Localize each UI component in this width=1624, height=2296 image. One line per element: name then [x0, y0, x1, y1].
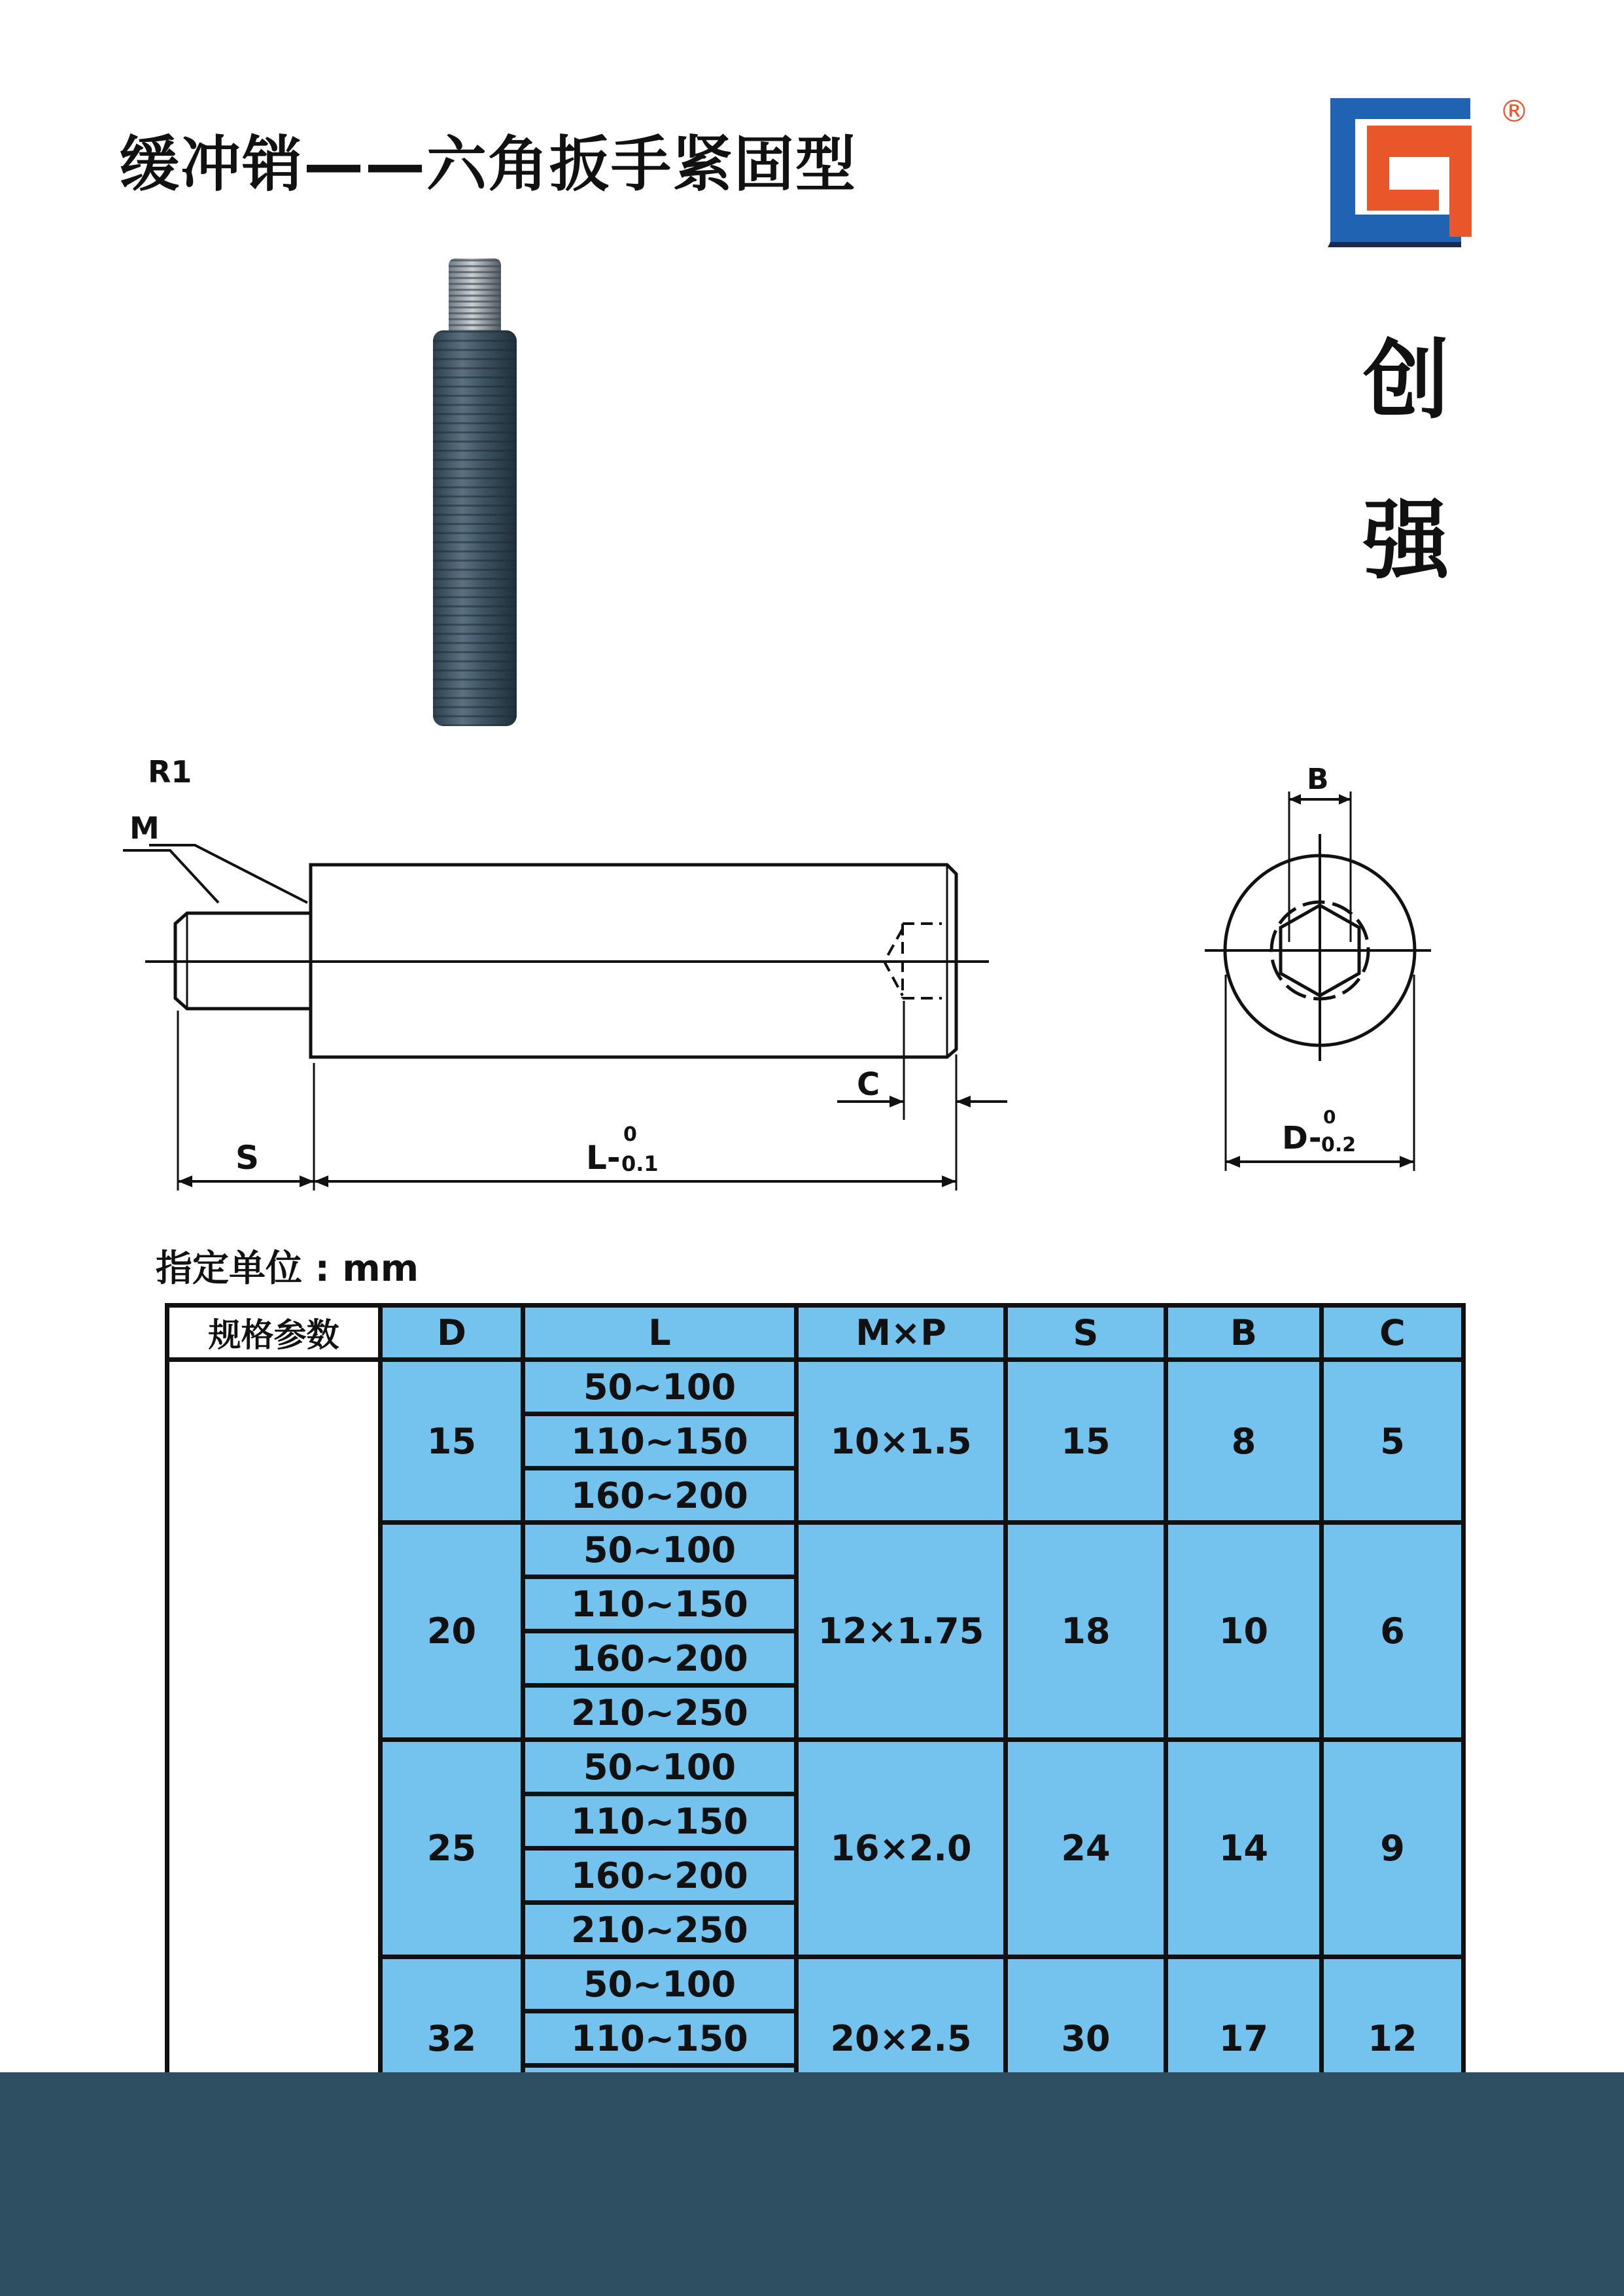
label-d: D- — [1282, 1120, 1322, 1157]
label-s: S — [235, 1139, 260, 1177]
cell-c: 6 — [1322, 1523, 1464, 1740]
brand-char-2: 强 — [1363, 491, 1449, 591]
brand-logo — [1321, 92, 1529, 249]
cell-d: 32 — [381, 1957, 523, 2120]
cell-s: 18 — [1006, 1523, 1166, 1740]
header-corner: 规格参数 — [167, 1306, 381, 1360]
brand-char-1: 创 — [1363, 330, 1449, 431]
technical-drawing — [0, 739, 1624, 1197]
cell-l: 110~150 — [523, 2011, 797, 2066]
label-d-tol-upper: 0 — [1323, 1106, 1336, 1128]
cell-l: 160~200 — [523, 1631, 797, 1686]
cell-l: 110~150 — [523, 1794, 797, 1849]
header-mxp: M×P — [797, 1306, 1006, 1360]
label-d-tol-lower: 0.2 — [1321, 1134, 1356, 1157]
cell-b: 14 — [1166, 1740, 1322, 1957]
table-header-row — [167, 1306, 1464, 1360]
cell-l: 110~150 — [523, 1577, 797, 1631]
cell-s: 15 — [1006, 1360, 1166, 1523]
cell-l: 210~250 — [523, 1903, 797, 1957]
label-l: L- — [586, 1139, 621, 1177]
cell-l: 160~200 — [523, 1469, 797, 1523]
page-title: 缓冲销——六角扳手紧固型 — [119, 130, 857, 200]
cell-l: 50~100 — [523, 1360, 797, 1414]
header-d: D — [381, 1306, 523, 1360]
table-row — [167, 1360, 1464, 1414]
cell-mxp: 12×1.75 — [797, 1523, 1006, 1740]
header-s: S — [1006, 1306, 1166, 1360]
header-b: B — [1166, 1306, 1322, 1360]
brand-name — [1334, 301, 1478, 621]
cell-mxp: 10×1.5 — [797, 1360, 1006, 1523]
unit-label: 指定单位 : mm — [156, 1247, 419, 1290]
product-photo — [294, 232, 648, 769]
cell-l: 50~100 — [523, 1523, 797, 1577]
cell-s: 24 — [1006, 1740, 1166, 1957]
label-r1: R1 — [148, 754, 192, 790]
cell-l: 50~100 — [523, 1740, 797, 1794]
label-c: C — [857, 1066, 880, 1103]
cell-d: 20 — [381, 1523, 523, 1740]
cell-b: 17 — [1166, 1957, 1322, 2120]
header-l: L — [523, 1306, 797, 1360]
footer-band — [0, 2072, 1624, 2296]
label-l-tol-upper: 0 — [623, 1123, 637, 1146]
spec-table — [165, 1303, 1466, 2122]
cell-c: 5 — [1322, 1360, 1464, 1523]
blank-column — [167, 1360, 381, 2120]
cell-l: 50~100 — [523, 1957, 797, 2011]
cell-l: 210~250 — [523, 1686, 797, 1740]
cell-mxp: 20×2.5 — [797, 1957, 1006, 2120]
header-c: C — [1322, 1306, 1464, 1360]
cell-d: 25 — [381, 1740, 523, 1957]
cell-mxp: 16×2.0 — [797, 1740, 1006, 1957]
label-l-tol-lower: 0.1 — [621, 1151, 659, 1176]
registered-mark: ® — [1499, 94, 1529, 129]
cell-c: 12 — [1322, 1957, 1464, 2120]
cell-c: 9 — [1322, 1740, 1464, 1957]
cell-l: 160~200 — [523, 1849, 797, 1903]
label-m: M — [130, 810, 160, 846]
cell-d: 15 — [381, 1360, 523, 1523]
cell-b: 10 — [1166, 1523, 1322, 1740]
label-b: B — [1307, 763, 1329, 796]
cell-s: 30 — [1006, 1957, 1166, 2120]
cell-l: 110~150 — [523, 1414, 797, 1469]
cell-b: 8 — [1166, 1360, 1322, 1523]
